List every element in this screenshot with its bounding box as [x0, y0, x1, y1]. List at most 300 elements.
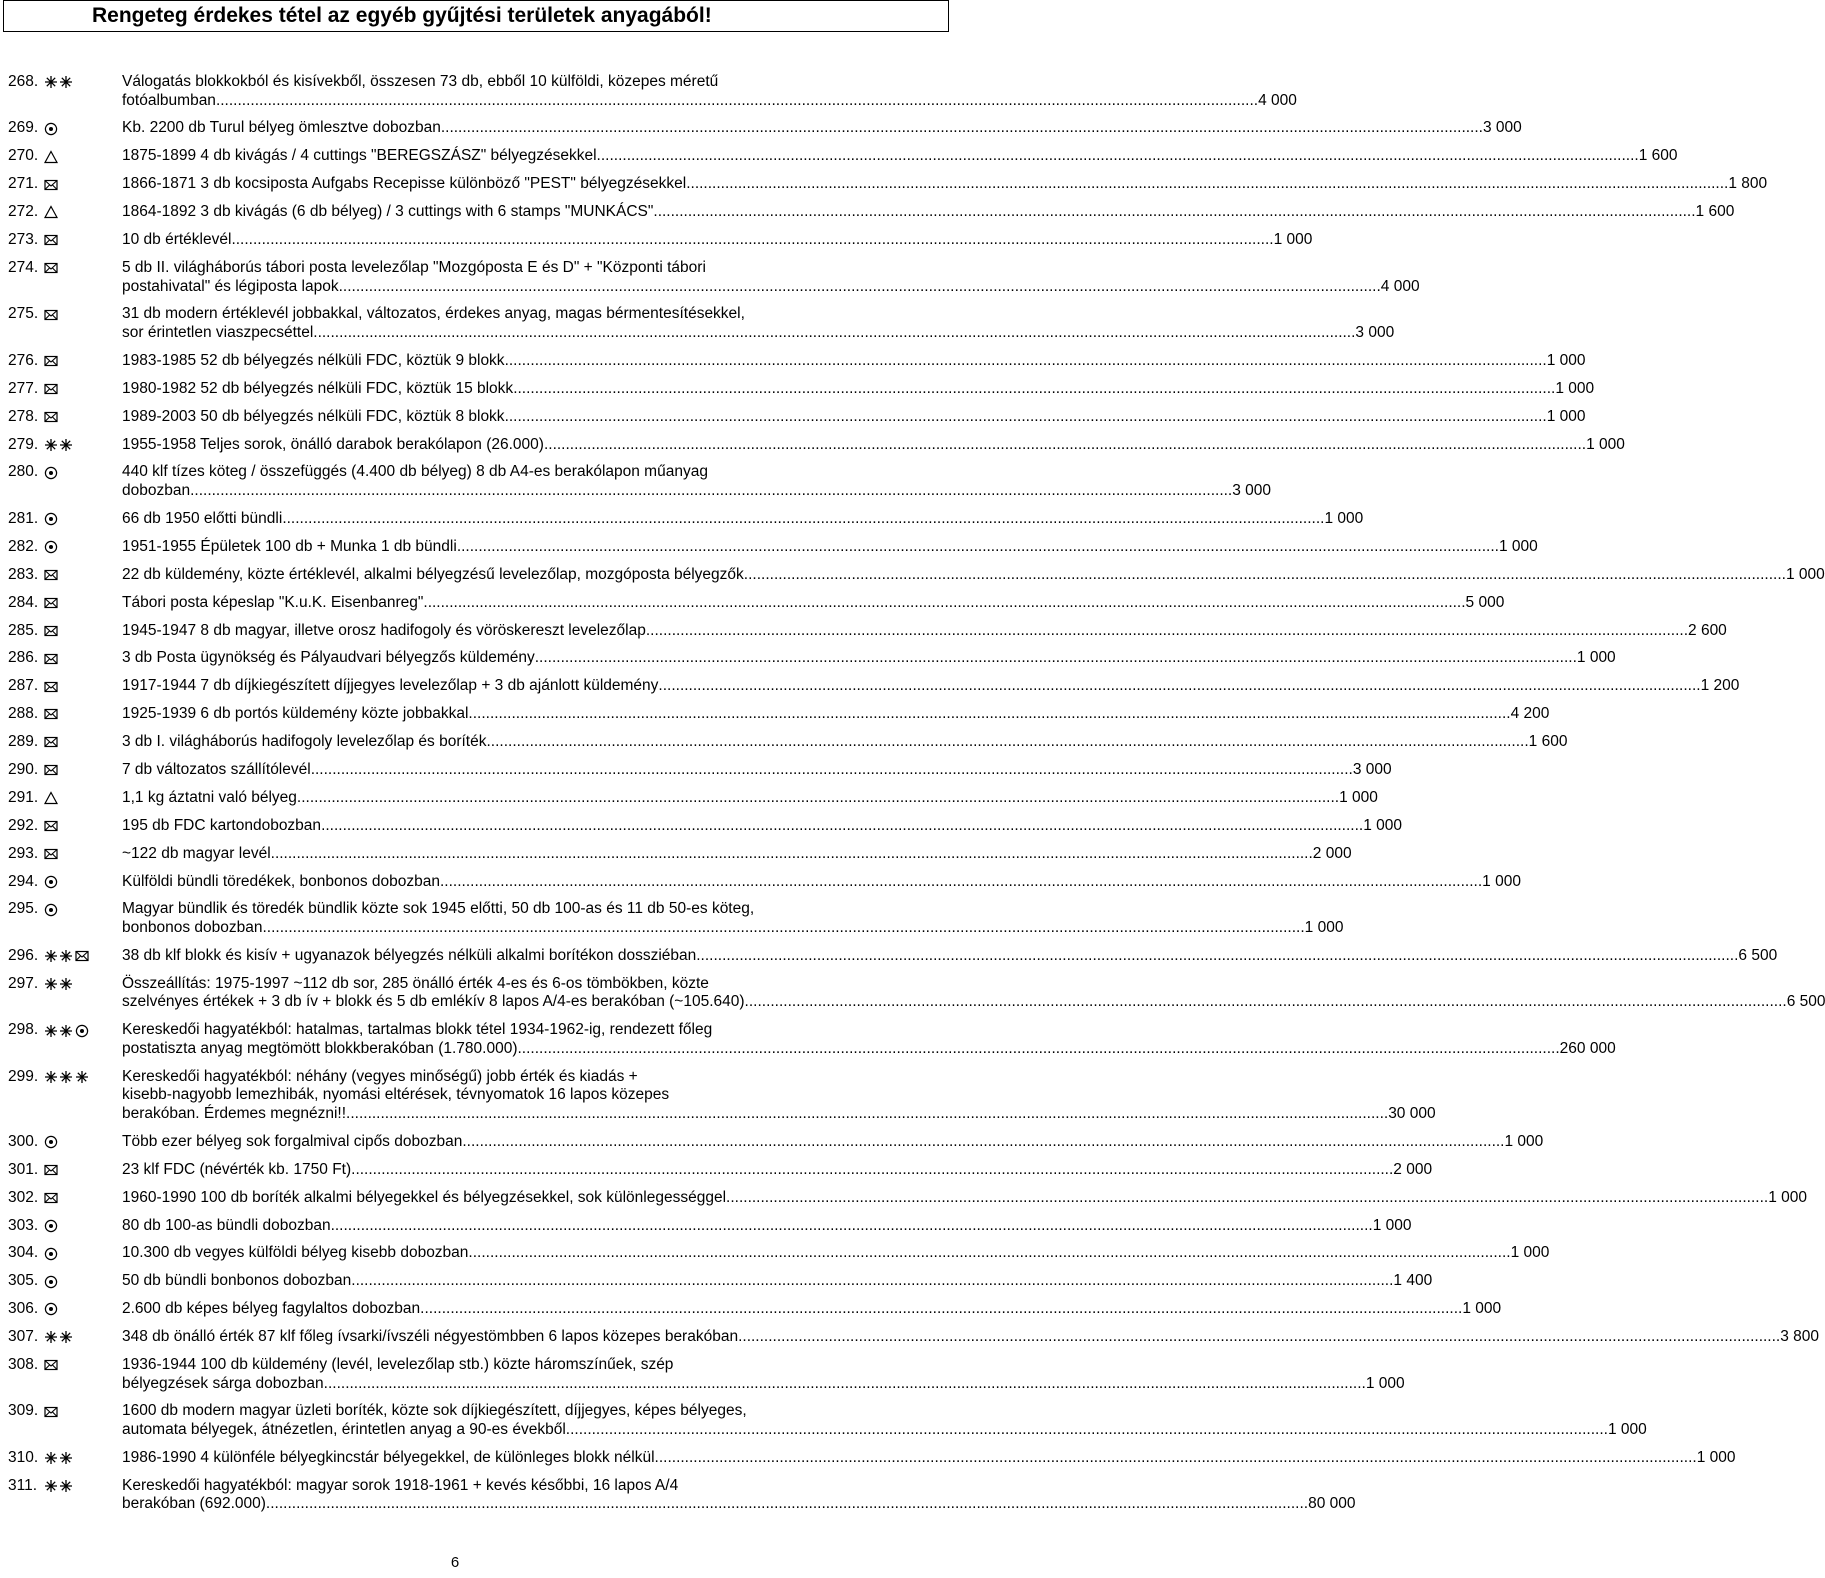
envelope-icon — [44, 308, 58, 322]
lot-description — [122, 510, 1363, 529]
lot-price: 1 000 — [1372, 1216, 1412, 1234]
used-stamp-icon — [44, 875, 58, 889]
lot-description — [122, 73, 1297, 110]
lot-price: 1 800 — [1728, 175, 1768, 193]
lot-description-line: 1936-1944 100 db küldemény (levél, levelezőlap stb.) közte háromszínűek, szép — [122, 1355, 674, 1373]
lot-condition-icons — [44, 436, 122, 455]
lot-price: 1 000 — [1607, 1421, 1647, 1439]
lot-item — [8, 872, 1521, 892]
dot-leader — [297, 789, 1339, 808]
lot-price: 1 000 — [1785, 565, 1825, 583]
lot-item — [8, 1402, 1647, 1439]
lot-item — [8, 1067, 1436, 1124]
lot-number: 274. — [8, 258, 39, 276]
lot-description — [122, 1133, 1543, 1152]
lot-description-line: Kereskedői hagyatékból: hatalmas, tartalmas blokk tétel 1934-1962-ig, rendezett főleg — [122, 1021, 713, 1039]
lot-item — [8, 705, 1550, 724]
lot-condition-icons — [44, 733, 122, 752]
lot-description-line: 1875-1899 4 db kivágás / 4 cuttings "BEREGSZÁSZ" bélyegzésekkel — [122, 147, 597, 165]
dot-leader — [440, 873, 1482, 892]
lot-description-line: postatiszta anyag megtömött blokkberakóban (1.780.000) — [122, 1039, 518, 1057]
lot-description-line: 50 db bündli bonbonos dobozban — [122, 1272, 352, 1290]
lot-condition-icons — [44, 1449, 122, 1468]
lot-number: 269. — [8, 119, 39, 137]
lot-price: 2 000 — [1312, 844, 1352, 862]
lot-price: 6 500 — [1786, 993, 1825, 1011]
lot-item — [8, 1132, 1544, 1152]
lot-description-line: Kereskedői hagyatékból: magyar sorok 1918-1961 + kevés későbbi, 16 lapos A/4 — [122, 1476, 679, 1494]
lot-item — [8, 1244, 1550, 1263]
dot-leader — [462, 1133, 1504, 1152]
lot-description — [122, 622, 1727, 641]
lot-number: 288. — [8, 705, 39, 723]
lot-item — [8, 1448, 1736, 1468]
lot-description — [122, 975, 1825, 1012]
lot-description — [122, 1189, 1807, 1208]
envelope-icon — [44, 178, 58, 192]
lot-price: 260 000 — [1559, 1039, 1616, 1057]
lot-item — [8, 537, 1538, 557]
lot-condition-icons — [44, 259, 122, 278]
lot-number: 295. — [8, 900, 39, 918]
dot-leader — [351, 1161, 1393, 1180]
lot-description — [122, 845, 1352, 864]
lot-description — [122, 1161, 1432, 1180]
lot-price: 1 000 — [1324, 509, 1364, 527]
dot-leader — [190, 482, 1232, 501]
lot-condition-icons — [44, 1161, 122, 1180]
lot-description — [122, 566, 1825, 585]
lot-item — [8, 119, 1522, 138]
lot-price: 1 600 — [1638, 147, 1678, 165]
used-stamp-icon — [75, 1024, 89, 1038]
lot-description — [122, 947, 1777, 966]
lot-item — [8, 733, 1568, 752]
lot-item — [8, 203, 1735, 222]
lot-description — [122, 436, 1625, 455]
lot-description-line: 1925-1939 6 db portós küldemény közte jobbakkal — [122, 705, 469, 723]
lot-description-line: 1866-1871 3 db kocsiposta Aufgabs Recepisse különböző "PEST" bélyegzésekkel — [122, 175, 687, 193]
used-stamp-icon — [44, 1135, 58, 1149]
lot-description-line: 3 db Posta ügynökség és Pályaudvari bélyegzős küldemény — [122, 649, 535, 667]
lot-description — [122, 817, 1402, 836]
lot-price: 1 000 — [1555, 379, 1595, 397]
lot-description — [122, 147, 1678, 166]
lot-price: 1 400 — [1393, 1272, 1433, 1290]
mint-pair-icon — [44, 438, 73, 452]
lot-condition-icons — [44, 73, 122, 92]
envelope-icon — [44, 735, 58, 749]
lot-condition-icons — [44, 305, 122, 324]
dot-leader — [457, 538, 1499, 557]
lot-item — [8, 73, 1297, 110]
lot-description — [122, 305, 1394, 342]
used-stamp-icon — [44, 1219, 58, 1233]
dot-leader — [597, 147, 1639, 166]
lot-condition-icons — [44, 510, 122, 529]
lot-item — [8, 788, 1378, 808]
lot-description — [122, 1449, 1735, 1468]
used-stamp-icon — [44, 540, 58, 554]
mint-pair-icon — [44, 977, 73, 991]
envelope-icon — [44, 1405, 58, 1419]
dot-leader — [513, 380, 1555, 399]
lot-description — [122, 761, 1392, 780]
lot-number: 281. — [8, 509, 39, 527]
dot-leader — [487, 733, 1529, 752]
lot-description — [122, 789, 1378, 808]
used-stamp-icon — [44, 1247, 58, 1261]
lot-description — [122, 873, 1521, 892]
used-stamp-icon — [44, 1275, 58, 1289]
lot-description-line: 10.300 db vegyes külföldi bélyeg kisebb dobozban — [122, 1244, 469, 1262]
lot-description — [122, 900, 1343, 937]
lot-price: 3 800 — [1780, 1328, 1820, 1346]
lot-description-line: 10 db értéklevél — [122, 231, 232, 249]
lot-description — [122, 1477, 1356, 1514]
dot-leader — [216, 92, 1258, 111]
lot-description — [122, 705, 1549, 724]
lot-price: 1 000 — [1462, 1300, 1502, 1318]
lot-description-line: 1600 db modern magyar üzleti boríték, közte sok díjkiegészített, díjjegyes, képes bélyeges, — [122, 1402, 747, 1420]
lot-number: 296. — [8, 946, 39, 964]
envelope-icon — [44, 233, 58, 247]
lot-description — [122, 1068, 1436, 1124]
lot-number: 293. — [8, 844, 39, 862]
lot-number: 298. — [8, 1021, 39, 1039]
lot-condition-icons — [44, 1328, 122, 1347]
lot-description-line: bonbonos dobozban — [122, 919, 263, 937]
lot-price: 1 000 — [1482, 872, 1521, 890]
lot-condition-icons — [44, 538, 122, 557]
lot-description — [122, 1272, 1432, 1291]
lot-description-line: dobozban — [122, 482, 191, 500]
lot-number: 270. — [8, 147, 39, 165]
lot-number: 311. — [8, 1476, 38, 1494]
lot-list — [8, 73, 1825, 1523]
mint-pair-icon — [44, 1070, 73, 1084]
lot-condition-icons — [44, 789, 122, 808]
lot-item — [8, 565, 1825, 585]
lot-description-line: 2.600 db képes bélyeg fagylaltos dobozban — [122, 1300, 421, 1318]
lot-price: 1 000 — [1498, 537, 1538, 555]
used-stamp-icon — [44, 1302, 58, 1316]
lot-item — [8, 1021, 1616, 1058]
envelope-icon — [44, 847, 58, 861]
lot-price: 1 000 — [1696, 1448, 1736, 1466]
lot-description-line: 31 db modern értéklevél jobbakkal, változatos, érdekes anyag, magas bérmentesítésekkel, — [122, 305, 745, 323]
lot-condition-icons — [44, 352, 122, 371]
lot-item — [8, 1476, 1356, 1514]
lot-condition-icons — [44, 649, 122, 668]
lot-description — [122, 352, 1586, 371]
lot-item — [8, 1272, 1433, 1291]
lot-description — [122, 203, 1734, 222]
lot-description-line: 38 db klf blokk és kisív + ugyanazok bélyegzés nélküli alkalmi borítékon dossziéban — [122, 946, 697, 964]
lot-description — [122, 594, 1504, 613]
lot-item — [8, 1160, 1433, 1180]
lot-condition-icons — [44, 1021, 122, 1040]
lot-condition-icons — [44, 900, 122, 919]
lot-price: 1 000 — [1586, 435, 1625, 453]
lot-price: 1 000 — [1365, 1374, 1405, 1392]
lot-item — [8, 649, 1616, 668]
lot-description — [122, 1244, 1549, 1263]
cutting-icon — [44, 205, 58, 219]
lot-description-line: Külföldi bündli töredékek, bonbonos dobozban — [122, 872, 440, 890]
lot-price: 1 000 — [1273, 231, 1313, 249]
mint-pair-icon — [44, 75, 73, 89]
lot-item — [8, 305, 1395, 342]
lot-item — [8, 258, 1420, 296]
cutting-icon — [44, 150, 58, 164]
lot-number: 292. — [8, 816, 39, 834]
lot-description-line: 1951-1955 Épületek 100 db + Munka 1 db bündli — [122, 537, 457, 555]
dot-leader — [686, 175, 1728, 194]
lot-description-line: 23 klf FDC (névérték kb. 1750 Ft) — [122, 1160, 352, 1178]
lot-description-line: 3 db I. világháborús hadifogoly levelezőlap és boríték — [122, 733, 487, 751]
lot-description-line: Válogatás blokkokból és kisívekből, összesen 73 db, ebből 10 külföldi, közepes méretű — [122, 73, 719, 90]
dot-leader — [468, 1244, 1510, 1263]
lot-number: 284. — [8, 593, 39, 611]
lot-condition-icons — [44, 1217, 122, 1236]
lot-number: 291. — [8, 788, 39, 806]
used-stamp-icon — [44, 903, 58, 917]
lot-price: 1 000 — [1768, 1188, 1807, 1206]
lot-description-line: 22 db küldemény, közte értéklevél, alkalmi bélyegzésű levelezőlap, mozgóposta bélyegzők — [122, 565, 744, 583]
used-stamp-icon — [44, 122, 58, 136]
lot-item — [8, 677, 1740, 696]
lot-price: 80 000 — [1308, 1495, 1356, 1513]
lot-item — [8, 621, 1727, 641]
lot-item — [8, 900, 1344, 937]
dot-leader — [423, 594, 1465, 613]
lot-number: 289. — [8, 733, 39, 751]
lot-number: 297. — [8, 974, 39, 992]
lot-price: 1 600 — [1528, 733, 1568, 751]
lot-number: 278. — [8, 407, 39, 425]
lot-price: 1 000 — [1510, 1244, 1550, 1262]
lot-description — [122, 677, 1739, 696]
lot-description-line: fotóalbumban — [122, 91, 216, 109]
dot-leader — [324, 1375, 1366, 1394]
lot-description-line: 1960-1990 100 db boríték alkalmi bélyegekkel és bélyegzésekkel, sok különlegességgel — [122, 1188, 727, 1206]
envelope-icon — [44, 819, 58, 833]
lot-condition-icons — [44, 175, 122, 194]
envelope-icon — [44, 652, 58, 666]
lot-number: 275. — [8, 305, 39, 323]
lot-number: 268. — [8, 73, 39, 90]
dot-leader — [696, 947, 1738, 966]
lot-price: 4 000 — [1380, 277, 1420, 295]
lot-description-line: Magyar bündlik és töredék bündlik közte sok 1945 előtti, 50 db 100-as és 11 db 50-es köteg, — [122, 900, 755, 918]
mint-single-icon — [75, 1070, 89, 1084]
dot-leader — [655, 1449, 1697, 1468]
lot-number: 286. — [8, 649, 39, 667]
dot-leader — [231, 231, 1273, 250]
lot-description — [122, 1021, 1616, 1058]
lot-price: 1 600 — [1695, 203, 1735, 221]
lot-price: 6 500 — [1738, 946, 1778, 964]
lot-price: 2 000 — [1393, 1160, 1433, 1178]
lot-description — [122, 119, 1522, 138]
mint-pair-icon — [44, 1451, 73, 1465]
lot-condition-icons — [44, 845, 122, 864]
lot-item — [8, 1300, 1502, 1319]
lot-description-line: szelvényes értékek + 3 db ív + blokk és 5 db emlékív 8 lapos A/4-es berakóban (~105.640) — [122, 993, 745, 1011]
dot-leader — [646, 622, 1688, 641]
lot-description — [122, 408, 1586, 427]
dot-leader — [505, 408, 1547, 427]
lot-item — [8, 407, 1586, 427]
dot-leader — [658, 677, 1700, 696]
dot-leader — [282, 510, 1324, 529]
lot-price: 1 000 — [1363, 816, 1403, 834]
envelope-icon — [44, 261, 58, 275]
lot-item — [8, 593, 1505, 613]
envelope-icon — [44, 1163, 58, 1177]
lot-item — [8, 1328, 1820, 1347]
lot-number: 282. — [8, 537, 39, 555]
lot-description — [122, 259, 1420, 296]
lot-condition-icons — [44, 947, 122, 966]
lot-price: 4 000 — [1258, 91, 1297, 109]
lot-description-line: 195 db FDC kartondobozban — [122, 816, 322, 834]
lot-item — [8, 816, 1403, 836]
lot-number: 273. — [8, 231, 39, 249]
lot-number: 280. — [8, 463, 39, 481]
lot-description-line: ~122 db magyar levél — [122, 844, 271, 862]
lot-number: 276. — [8, 351, 39, 369]
lot-condition-icons — [44, 147, 122, 166]
lot-number: 308. — [8, 1355, 39, 1373]
envelope-icon — [44, 1191, 58, 1205]
lot-number: 309. — [8, 1402, 39, 1420]
lot-description-line: postahivatal" és légiposta lapok — [122, 277, 339, 295]
lot-description — [122, 1402, 1647, 1439]
lot-description-line: 5 db II. világháborús tábori posta levelezőlap "Mozgóposta E és D" + "Központi tábori — [122, 258, 706, 276]
lot-number: 272. — [8, 203, 39, 221]
lot-number: 304. — [8, 1244, 39, 1262]
page-number: 6 — [450, 1554, 460, 1571]
lot-condition-icons — [44, 873, 122, 892]
dot-leader — [313, 324, 1355, 343]
dot-leader — [420, 1300, 1462, 1319]
envelope-icon — [44, 707, 58, 721]
lot-condition-icons — [44, 1477, 122, 1496]
lot-number: 306. — [8, 1300, 39, 1318]
lot-number: 285. — [8, 621, 39, 639]
lot-description-line: 7 db változatos szállítólevél — [122, 760, 311, 778]
dot-leader — [566, 1421, 1608, 1440]
lot-condition-icons — [44, 1300, 122, 1319]
dot-leader — [263, 919, 1305, 938]
lot-description — [122, 231, 1312, 250]
lot-description-line: Kb. 2200 db Turul bélyeg ömlesztve dobozban — [122, 119, 441, 137]
lot-condition-icons — [44, 975, 122, 994]
lot-condition-icons — [44, 1402, 122, 1421]
lot-number: 310. — [8, 1448, 39, 1466]
dot-leader — [745, 993, 1787, 1012]
lot-price: 2 600 — [1688, 621, 1727, 639]
lot-condition-icons — [44, 817, 122, 836]
lot-description — [122, 175, 1767, 194]
lot-description-line: Tábori posta képeslap "K.u.K. Eisenbanreg" — [122, 593, 424, 611]
dot-leader — [339, 278, 1381, 297]
lot-number: 279. — [8, 435, 39, 453]
envelope-icon — [44, 382, 58, 396]
dot-leader — [331, 1217, 1373, 1236]
lot-number: 302. — [8, 1188, 39, 1206]
lot-description-line: 80 db 100-as bündli dobozban — [122, 1216, 331, 1234]
lot-description-line: 1989-2003 50 db bélyegzés nélküli FDC, köztük 8 blokk — [122, 407, 505, 425]
lot-condition-icons — [44, 594, 122, 613]
lot-description-line: 1955-1958 Teljes sorok, önálló darabok berakólapon (26.000) — [122, 435, 544, 453]
lot-condition-icons — [44, 463, 122, 482]
lot-description — [122, 380, 1594, 399]
lot-number: 301. — [8, 1160, 39, 1178]
lot-description-line: Kereskedői hagyatékból: néhány (vegyes minőségű) jobb érték és kiadás + — [122, 1067, 638, 1085]
lot-item — [8, 946, 1778, 966]
dot-leader — [311, 761, 1353, 780]
lot-description — [122, 1217, 1412, 1236]
dot-leader — [738, 1328, 1780, 1347]
envelope-icon — [44, 1358, 58, 1372]
lot-description-line: 1980-1982 52 db bélyegzés nélküli FDC, köztük 15 blokk — [122, 379, 514, 397]
dot-leader — [726, 1189, 1768, 1208]
lot-number: 290. — [8, 760, 39, 778]
lot-number: 287. — [8, 677, 39, 695]
lot-item — [8, 974, 1825, 1012]
lot-item — [8, 147, 1678, 166]
lot-condition-icons — [44, 622, 122, 641]
lot-item — [8, 844, 1352, 864]
lot-description — [122, 1328, 1819, 1347]
lot-condition-icons — [44, 705, 122, 724]
lot-price: 3 000 — [1355, 324, 1395, 342]
dot-leader — [544, 436, 1586, 455]
mint-pair-icon — [44, 949, 73, 963]
dot-leader — [505, 352, 1547, 371]
used-stamp-icon — [44, 512, 58, 526]
used-stamp-icon — [44, 466, 58, 480]
lot-description-line: 1,1 kg áztatni való bélyeg — [122, 788, 297, 806]
lot-condition-icons — [44, 1356, 122, 1375]
lot-condition-icons — [44, 1068, 122, 1087]
lot-description-line: 66 db 1950 előtti bündli — [122, 509, 283, 527]
lot-condition-icons — [44, 1244, 122, 1263]
lot-price: 30 000 — [1388, 1104, 1436, 1122]
dot-leader — [321, 817, 1363, 836]
lot-description-line: 1983-1985 52 db bélyegzés nélküli FDC, köztük 9 blokk — [122, 351, 505, 369]
lot-description — [122, 733, 1567, 752]
lot-condition-icons — [44, 1133, 122, 1152]
lot-price: 3 000 — [1352, 760, 1392, 778]
dot-leader — [441, 119, 1483, 138]
lot-description-line: kisebb-nagyobb lemezhibák, nyomási eltérések, tévnyomatok 16 lapos közepes — [122, 1086, 670, 1104]
lot-condition-icons — [44, 566, 122, 585]
lot-description-line: Több ezer bélyeg sok forgalmival cipős dobozban — [122, 1132, 463, 1150]
lot-description-line: bélyegzések sárga dobozban — [122, 1374, 324, 1392]
lot-number: 300. — [8, 1132, 39, 1150]
lot-number: 299. — [8, 1067, 39, 1085]
lot-item — [8, 435, 1625, 455]
lot-item — [8, 351, 1586, 371]
envelope-icon — [44, 596, 58, 610]
lot-item — [8, 379, 1595, 399]
lot-description-line: sor érintetlen viaszpecséttel — [122, 324, 314, 342]
lot-description — [122, 1356, 1405, 1393]
